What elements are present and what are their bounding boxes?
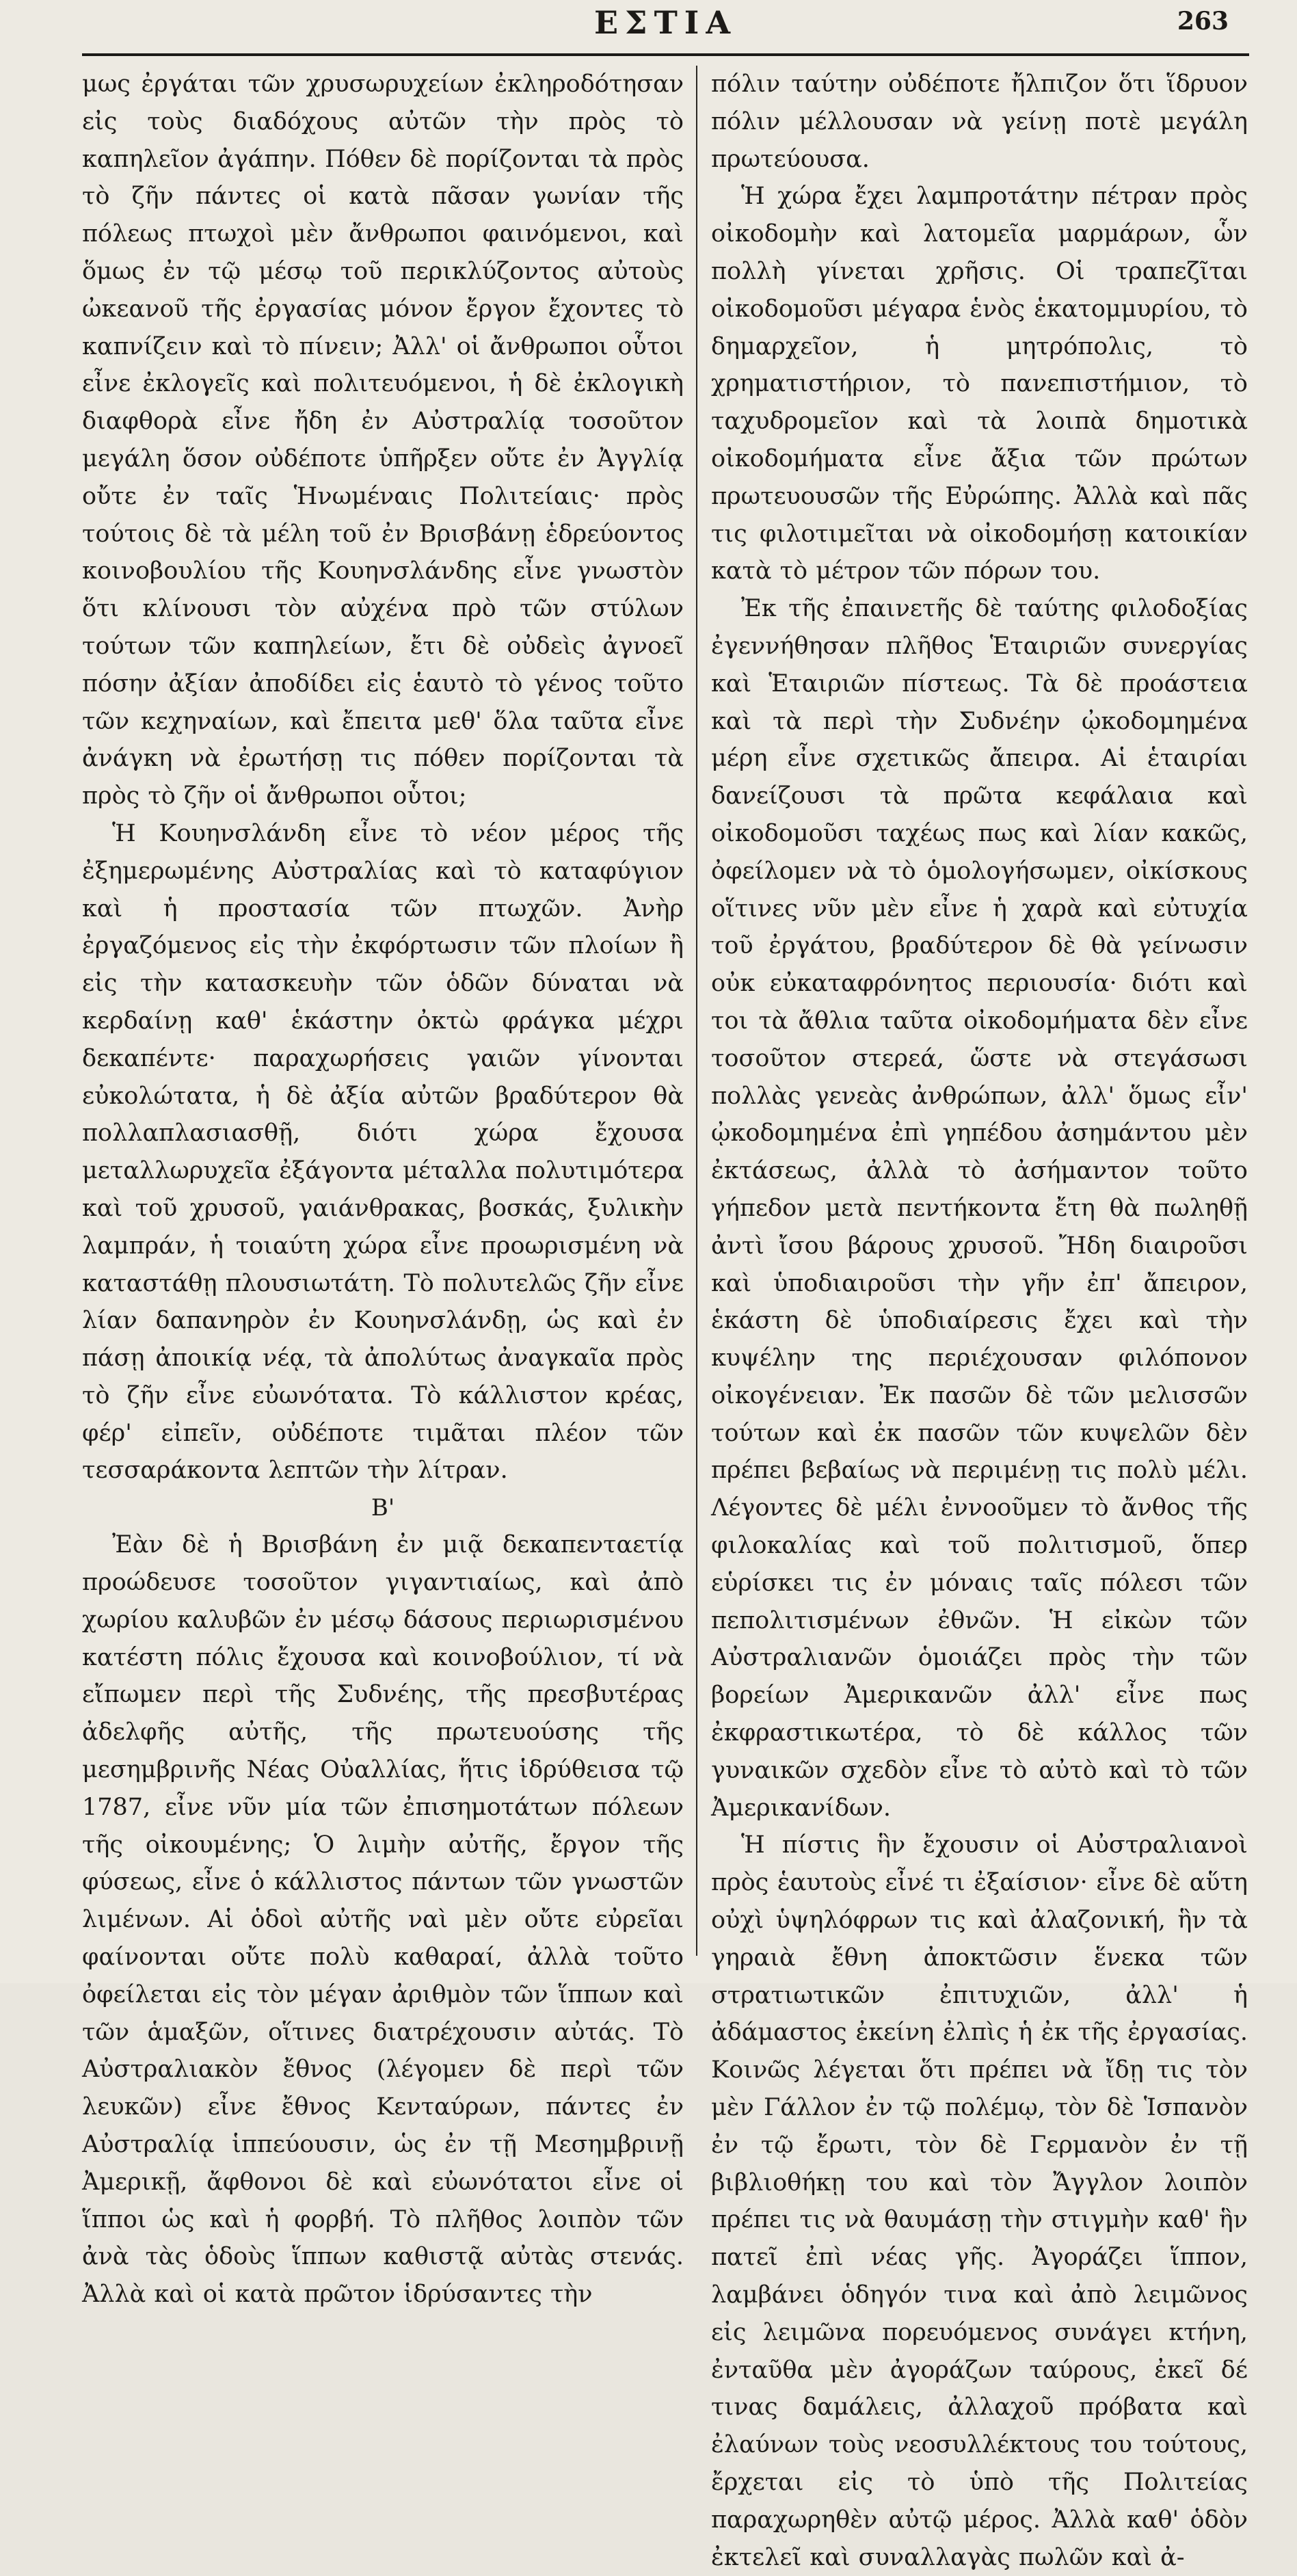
right-column	[711, 66, 1248, 2571]
right-paragraph-2: Ἡ χώρα ἔχει λαμπροτάτην πέτραν πρὸς οἰκοδομὴν καὶ λατομεῖα μαρμάρων, ὧν πολλὴ γίνεται χρῆσις. Οἱ τραπεζῖται οἰκοδομοῦσι μέγαρα ἑνὸς ἑκατομμυρίου, τὸ δημαρχεῖον, ἡ μητρόπολις, τὸ χρηματιστήριον, τὸ πανεπιστήμιον, τὸ ταχυδρομεῖον καὶ τὰ λοιπὰ δημοτικὰ οἰκοδομήματα εἶνε ἄξια τῶν πρώτων πρωτευουσῶν τῆς Εὐρώπης. Ἀλλὰ καὶ πᾶς τις φιλοτιμεῖται νὰ οἰκοδομήσῃ κατοικίαν κατὰ τὸ μέτρον τῶν πόρων του.	[711, 183, 1248, 585]
left-paragraph-3: Ἐὰν δὲ ἡ Βρισβάνη ἐν μιᾷ δεκαπενταετίᾳ προώδευσε τοσοῦτον γιγαντιαίως, καὶ ἀπὸ χωρίου καλυβῶν ἐν μέσῳ δάσους περιωρισμένου κατέστη πόλις ἔχουσα καὶ κοινοβούλιον, τί νὰ εἴπωμεν περὶ τῆς Συδνέης, τῆς πρεσβυτέρας ἀδελφῆς αὐτῆς, τῆς πρωτευούσης τῆς μεσημβρινῆς Νέας Οὐαλλίας, ἥτις ἱδρύθεισα τῷ 1787, εἶνε νῦν μία τῶν ἐπισημοτάτων πόλεων τῆς οἰκουμένης; Ὁ λιμὴν αὐτῆς, ἔργον τῆς φύσεως, εἶνε ὁ κάλλιστος πάντων τῶν γνωστῶν λιμένων. Αἱ ὁδοὶ αὐτῆς ναὶ μὲν οὔτε εὐρεῖαι φαίνονται οὔτε πολὺ καθαραί, ἀλλὰ τοῦτο ὀφείλεται εἰς τὸν μέγαν ἀριθμὸν τῶν ἵππων καὶ τῶν ἁμαξῶν, οἵτινες διατρέχουσιν αὐτάς. Τὸ Αὐστραλιακὸν ἔθνος (λέγομεν δὲ περὶ τῶν λευκῶν) εἶνε ἔθνος Κενταύρων, πάντες ἐν Αὐστραλίᾳ ἱππεύουσιν, ὡς ἐν τῇ Μεσημβρινῇ Ἀμερικῇ, ἄφθονοι δὲ καὶ εὐωνότατοι εἶνε οἱ ἵπποι ὡς καὶ ἡ φορβή. Τὸ πλῆθος λοιπὸν τῶν ἀνὰ τὰς ὁδοὺς ἵππων καθιστᾷ αὐτὰς στενάς. Ἀλλὰ καὶ οἱ κατὰ πρῶτον ἱδρύσαντες τὴν	[82, 1531, 684, 2309]
journal-title: ΕΣΤΙΑ	[593, 4, 738, 41]
left-column	[82, 66, 684, 2309]
page-number: 263	[1177, 7, 1229, 36]
section-marker: Β'	[371, 1494, 395, 1522]
page-header	[82, 0, 1249, 51]
right-paragraph-1: πόλιν ταύτην οὐδέποτε ἤλπιζον ὅτι ἵδρυον πόλιν μέλλουσαν νὰ γείνῃ ποτὲ μεγάλη πρωτεύουσα.	[711, 70, 1248, 173]
column-divider	[696, 66, 697, 1956]
header-rule	[82, 53, 1249, 56]
right-paragraph-3: Ἐκ τῆς ἐπαινετῆς δὲ ταύτης φιλοδοξίας ἐγεννήθησαν πλῆθος Ἑταιριῶν συνεργίας καὶ Ἑταιριῶν πίστεως. Τὰ δὲ προάστεια καὶ τὰ περὶ τὴν Συδνέην ᾠκοδομημένα μέρη εἶνε σχετικῶς ἄπειρα. Αἱ ἑταιρίαι δανείζουσι τὰ πρῶτα κεφάλαια καὶ οἰκοδομοῦσι ταχέως πως καὶ λίαν κακῶς, ὀφείλομεν νὰ τὸ ὁμολογήσωμεν, οἰκίσκους οἵτινες νῦν μὲν εἶνε ἡ χαρὰ καὶ εὐτυχία τοῦ ἐργάτου, βραδύτερον δὲ θὰ γείνωσιν οὐκ εὐκαταφρόνητος περιουσία· διότι καὶ τοι τὰ ἄθλια ταῦτα οἰκοδομήματα δὲν εἶνε τοσοῦτον στερεά, ὥστε νὰ στεγάσωσι πολλὰς γενεὰς ἀνθρώπων, ἀλλ' ὅμως εἶν' ᾠκοδομημένα ἐπὶ γηπέδου ἀσημάντου μὲν ἐκτάσεως, ἀλλὰ τὸ ἀσήμαντον τοῦτο γήπεδον μετὰ πεντήκοντα ἔτη θὰ πωληθῇ ἀντὶ ἴσου βάρους χρυσοῦ. Ἤδη διαιροῦσι καὶ ὑποδιαιροῦσι τὴν γῆν ἐπ' ἄπειρον, ἑκάστη δὲ ὑποδιαίρεσις ἔχει καὶ τὴν κυψέλην της περιέχουσαν φιλόπονον οἰκογένειαν. Ἐκ πασῶν δὲ τῶν μελισσῶν τούτων καὶ ἐκ πασῶν τῶν κυψελῶν δὲν πρέπει βεβαίως νὰ περιμένῃ τις πολὺ μέλι. Λέγοντες δὲ μέλι ἐννοοῦμεν τὸ ἄνθος τῆς φιλοκαλίας καὶ τοῦ πολιτισμοῦ, ὅπερ εὑρίσκει τις ἐν μόναις ταῖς πόλεσι τῶν πεπολιτισμένων ἐθνῶν. Ἡ εἰκὼν τῶν Αὐστραλιανῶν ὁμοιάζει πρὸς τὴν τῶν βορείων Ἀμερικανῶν ἀλλ' εἶνε πως ἐκφραστικωτέρα, τὸ δὲ κάλλος τῶν γυναικῶν σχεδὸν εἶνε τὸ αὐτὸ καὶ τὸ τῶν Ἀμερικανίδων.	[711, 595, 1248, 1822]
right-paragraph-4: Ἡ πίστις ἣν ἔχουσιν οἱ Αὐστραλιανοὶ πρὸς ἑαυτοὺς εἶνέ τι ἐξαίσιον· εἶνε δὲ αὕτη οὐχὶ ὑψηλόφρων τις καὶ ἀλαζονική, ἣν τὰ γηραιὰ ἔθνη ἀποκτῶσιν ἕνεκα τῶν στρατιωτικῶν ἐπιτυχιῶν, ἀλλ' ἡ ἀδάμαστος ἐκείνη ἐλπὶς ἡ ἐκ τῆς ἐργασίας. Κοινῶς λέγεται ὅτι πρέπει νὰ ἴδῃ τις τὸν μὲν Γάλλον ἐν τῷ πολέμῳ, τὸν δὲ Ἱσπανὸν ἐν τῷ ἔρωτι, τὸν δὲ Γερμανὸν ἐν τῇ βιβλιοθήκῃ του καὶ τὸν Ἄγγλον λοιπὸν πρέπει τις νὰ θαυμάσῃ τὴν στιγμὴν καθ' ἣν πατεῖ ἐπὶ νέας γῆς. Ἀγοράζει ἵππον, λαμβάνει ὁδηγόν τινα καὶ ἀπὸ λειμῶνος εἰς λειμῶνα πορευόμενος συνάγει κτήνη, ἐνταῦθα μὲν ἀγοράζων ταύρους, ἐκεῖ δέ τινας δαμάλεις, ἀλλαχοῦ πρόβατα καὶ ἐλαύνων τοὺς νεοσυλλέκτους του τούτους, ἔρχεται εἰς τὸ ὑπὸ τῆς Πολιτείας παραχωρηθὲν αὐτῷ μέρος. Ἀλλὰ καθ' ὁδὸν ἐκτελεῖ καὶ συναλλαγὰς πωλῶν καὶ ἀ-	[711, 1831, 1248, 2571]
left-paragraph-2: Ἡ Κουηνσλάνδη εἶνε τὸ νέον μέρος τῆς ἐξημερωμένης Αὐστραλίας καὶ τὸ καταφύγιον καὶ ἡ προστασία τῶν πτωχῶν. Ἀνὴρ ἐργαζόμενος εἰς τὴν ἐκφόρτωσιν τῶν πλοίων ἢ εἰς τὴν κατασκευὴν τῶν ὁδῶν δύναται νὰ κερδαίνῃ καθ' ἑκάστην ὀκτὼ φράγκα μέχρι δεκαπέντε· παραχωρήσεις γαιῶν γίνονται εὐκολώτατα, ἡ δὲ ἀξία αὐτῶν βραδύτερον θὰ πολλαπλασιασθῇ, διότι χώρα ἔχουσα μεταλλωρυχεῖα ἐξάγοντα μέταλλα πολυτιμότερα καὶ τοῦ χρυσοῦ, γαιάνθρακας, βοσκάς, ξυλικὴν λαμπράν, ἡ τοιαύτη χώρα εἶνε προωρισμένη νὰ καταστάθῃ πλουσιωτάτη. Τὸ πολυτελῶς ζῆν εἶνε λίαν δαπανηρὸν ἐν Κουηνσλάνδῃ, ὡς καὶ ἐν πάσῃ ἀποικίᾳ νέᾳ, τὰ ἀπολύτως ἀναγκαῖα πρὸς τὸ ζῆν εἶνε εὐωνότατα. Τὸ κάλλιστον κρέας, φέρ' εἰπεῖν, οὐδέποτε τιμᾶται πλέον τῶν τεσσαράκοντα λεπτῶν τὴν λίτραν.	[82, 819, 684, 1485]
left-paragraph-1: μως ἐργάται τῶν χρυσωρυχείων ἐκληροδότησαν εἰς τοὺς διαδόχους αὐτῶν τὴν πρὸς τὸ καπηλεῖον ἀγάπην. Πόθεν δὲ πορίζονται τὰ πρὸς τὸ ζῆν πάντες οἱ κατὰ πᾶσαν γωνίαν τῆς πόλεως πτωχοὶ μὲν ἄνθρωποι φαινόμενοι, καὶ ὅμως ἐν τῷ μέσῳ τοῦ περικλύζοντος αὐτοὺς ὠκεανοῦ τῆς ἐργασίας μόνον ἔργον ἔχοντες τὸ καπνίζειν καὶ τὸ πίνειν; Ἀλλ' οἱ ἄνθρωποι οὗτοι εἶνε ἐκλογεῖς καὶ πολιτευόμενοι, ἡ δὲ ἐκλογικὴ διαφθορὰ εἶνε ἤδη ἐν Αὐστραλίᾳ τοσοῦτον μεγάλη ὅσον οὐδέποτε ὑπῆρξεν οὔτε ἐν Ἀγγλίᾳ οὔτε ἐν ταῖς Ἡνωμέναις Πολιτείαις· πρὸς τούτοις δὲ τὰ μέλη τοῦ ἐν Βρισβάνῃ ἑδρεύοντος κοινοβουλίου τῆς Κουηνσλάνδης εἶνε γνωστὸν ὅτι κλίνουσι τὸν αὐχένα πρὸ τῶν στύλων τούτων τῶν καπηλείων, ἔτι δὲ οὐδεὶς ἀγνοεῖ πόσην ἀξίαν ἀποδίδει εἰς ἑαυτὸ τὸ γένος τοῦτο τῶν κεχηναίων, καὶ ἔπειτα μεθ' ὅλα ταῦτα εἶνε ἀνάγκη νὰ ἐρωτήσῃ τις πόθεν πορίζονται τὰ πρὸς τὸ ζῆν οἱ ἄνθρωποι οὗτοι;	[82, 70, 684, 810]
